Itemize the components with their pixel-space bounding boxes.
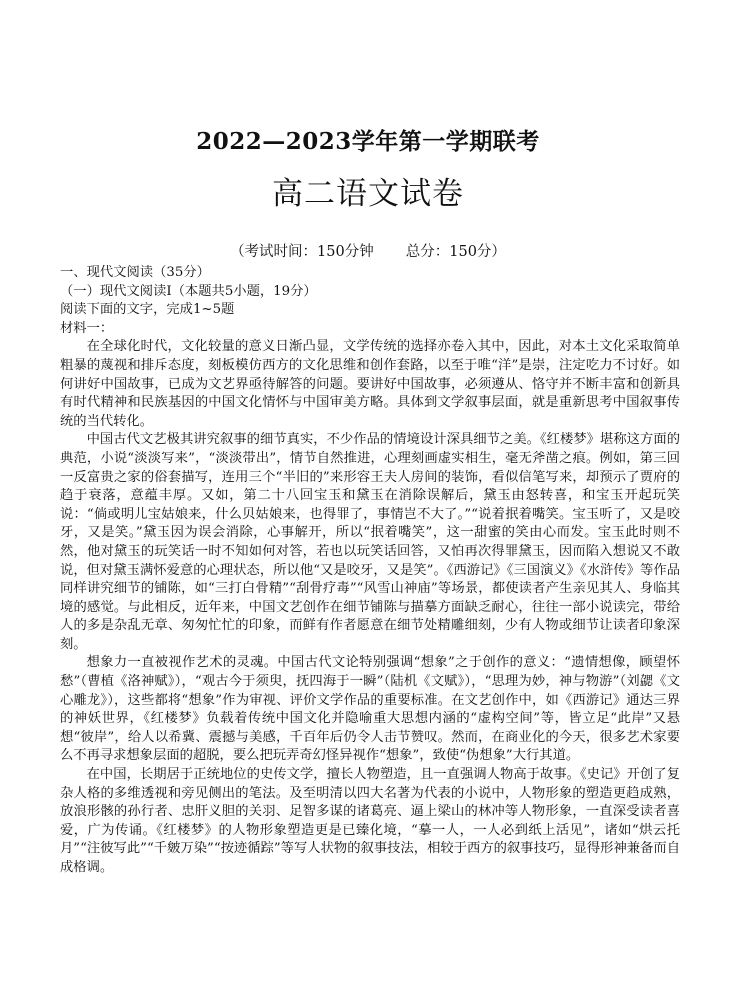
paragraph: 在中国，长期居于正统地位的史传文学，擅长人物塑造，且一直强调人物高于故事。《史记》开创了复杂人格的多维透视和旁见侧出的笔法。及至明清以四大名著为代表的小说中，人物形象的塑造更趋成熟，放浪形骸的孙行者、忠肝义胆的关羽、足智多谋的诸葛亮、逼上梁山的林冲等人物形象，一直深受读者喜爱，广为传诵。《红楼梦》的人物形象塑造更是已臻化境，“摹一人，一人必到纸上活见”，诸如“烘云托月”“注彼写此”“千皴万染”“按迹循踪”等写人状物的叙事技法，相较于西方的叙事技巧，显得形神兼备而自成格调。 (60, 767, 680, 875)
document-body (60, 264, 680, 878)
exam-title: 2022—2023学年第一学期联考 (196, 128, 540, 155)
exam-time: （考试时间：150分钟 (230, 244, 374, 260)
subsection-heading: （一）现代文阅读Ⅰ（本题共5小题，19分） (60, 283, 317, 299)
paragraph: 想象力一直被视作艺术的灵魂。中国古代文论特别强调“想象”之于创作的意义：“遗情想像，顾望怀愁”（曹植《洛神赋》），“观古今于须臾，抚四海于一瞬”（陆机《文赋》），“思理为妙，神与物游”（刘勰《文心雕龙》），这些都将“想象”作为审视、评价文学作品的重要标准。在文艺创作中，如《西游记》通达三界的神妖世界，《红楼梦》负载着传统中国文化并隐喻重大思想内涵的“虚构空间”等，皆立足“此岸”又悬想“彼岸”，给人以希冀、震撼与美感，千百年后仍令人击节赞叹。然而，在商业化的今天，很多艺术家要么不再寻求想象层面的超脱，要么把玩弄奇幻怪异视作“想象”，致使“伪想象”大行其道。 (60, 655, 680, 764)
paragraph: 在全球化时代，文化较量的意义日渐凸显，文学传统的选择亦卷入其中，因此，对本土文化采取简单粗暴的蔑视和排斥态度，刻板模仿西方的文化思维和创作套路，以至于唯“洋”是崇，注定吃力不讨好。如何讲好中国故事，已成为文艺界亟待解答的问题。要讲好中国故事，必须遵从、恪守并不断丰富和创新具有时代精神和民族基因的中国文化情怀与中国审美方略。具体到文学叙事层面，就是重新思考中国叙事传统的当代转化。 (60, 339, 680, 429)
exam-meta (0, 240, 736, 261)
reading-instruction: 阅读下面的文字，完成1~5题 (60, 302, 235, 318)
paragraph: 中国古代文艺极其讲究叙事的细节真实，不少作品的情境设计深具细节之美。《红楼梦》堪称这方面的典范，小说“淡淡写来”，“淡淡带出”，情节自然推进，心理刻画虚实相生，毫无斧凿之痕。例如，第三回一反富贵之家的俗套描写，连用三个“半旧的”来形容王夫人房间的装饰，看似信笔写来，却预示了贾府的趋于衰落，意蕴丰厚。又如，第二十八回宝玉和黛玉在消除误解后，黛玉由怒转喜，和宝玉开起玩笑说：“倘或明儿宝姑娘来，什么贝姑娘来，也得罪了，事情岂不大了。”“说着抿着嘴笑。宝玉听了，又是咬牙，又是笑。”黛玉因为误会消除，心事解开，所以“抿着嘴笑”，这一甜蜜的笑由心而发。宝玉此时则不然，他对黛玉的玩笑话一时不知如何对答，若也以玩笑话回答，又怕再次得罪黛玉，因而陷入想说又不敢说，但对黛玉满怀爱意的心理状态，所以他“又是咬牙，又是笑”。《西游记》《三国演义》《水浒传》等作品同样讲究细节的铺陈，如“三打白骨精”“刮骨疗毒”“风雪山神庙”等场景，都使读者产生亲见其人、身临其境的感觉。与此相反，近年来，中国文艺创作在细节铺陈与描摹方面缺乏耐心，往往一部小说读完，带给人的多是杂乱无章、匆匆忙忙的印象，而鲜有作者愿意在细节处精雕细刻，少有人物或细节让读者印象深刻。 (60, 432, 680, 652)
exam-subtitle: 高二语文试卷 (272, 176, 464, 212)
total-score: 总分：150分） (405, 244, 506, 260)
material-label: 材料一： (60, 320, 114, 336)
section-heading: 一、现代文阅读（35分） (60, 265, 210, 280)
